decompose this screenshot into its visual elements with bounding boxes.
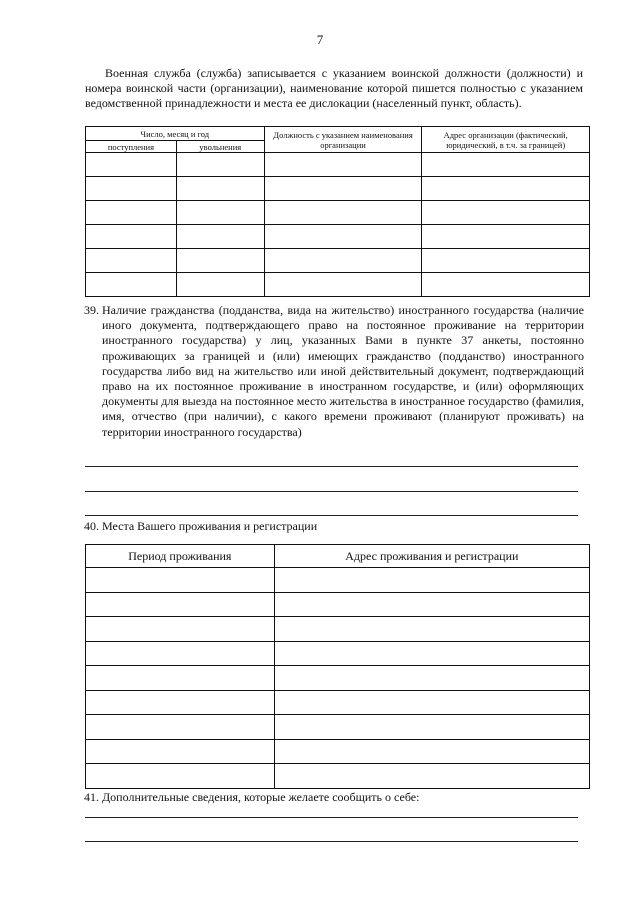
table-row (86, 617, 590, 642)
cell[interactable] (264, 273, 422, 297)
cell[interactable] (264, 177, 422, 201)
cell[interactable] (86, 666, 275, 691)
table-row (86, 249, 590, 273)
cell[interactable] (422, 153, 590, 177)
answer-line[interactable] (85, 817, 578, 818)
employment-table (85, 126, 590, 297)
cell[interactable] (86, 690, 275, 715)
cell[interactable] (86, 592, 275, 617)
table-row (86, 764, 590, 789)
cell[interactable] (86, 201, 177, 225)
cell[interactable] (86, 641, 275, 666)
table-row (86, 568, 590, 593)
military-service-note: Военная служба (служба) записывается с указанием воинской должности (должности) и номера воинской части (организации), наименование которой пишется полностью с указанием ведомственной принадлежности и места ее дислокации (населенный пункт, область). (85, 66, 583, 111)
item-39 (84, 303, 584, 440)
item-40-title: 40. Места Вашего проживания и регистрации (84, 519, 318, 533)
table-row (86, 641, 590, 666)
cell[interactable] (274, 666, 589, 691)
cell[interactable] (86, 225, 177, 249)
table-row (86, 592, 590, 617)
cell[interactable] (86, 617, 275, 642)
cell[interactable] (274, 641, 589, 666)
cell[interactable] (176, 225, 264, 249)
answer-line[interactable] (85, 491, 578, 492)
cell[interactable] (86, 715, 275, 740)
cell[interactable] (422, 225, 590, 249)
cell[interactable] (274, 764, 589, 789)
end-date-header: увольнения (176, 141, 264, 153)
cell[interactable] (176, 153, 264, 177)
cell[interactable] (274, 617, 589, 642)
cell[interactable] (86, 177, 177, 201)
item-41-title: 41. Дополнительные сведения, которые желаете сообщить о себе: (84, 790, 420, 804)
residence-table (85, 544, 590, 789)
answer-line[interactable] (85, 841, 578, 842)
cell[interactable] (422, 249, 590, 273)
cell[interactable] (86, 153, 177, 177)
table-row (86, 201, 590, 225)
cell[interactable] (176, 273, 264, 297)
cell[interactable] (86, 273, 177, 297)
answer-line[interactable] (85, 515, 578, 516)
cell[interactable] (264, 153, 422, 177)
table-row (86, 739, 590, 764)
item-39-text: Наличие гражданства (подданства, вида на жительство) иностранного государства (наличие иного документа, подтверждающего право на постоянное проживание на территории иностранного государства) у лиц, указанных Вами в пункте 37 анкеты, постоянно проживающих за границей и (или) имеющих гражданство (подданство) иностранного государства либо вид на жительство или иной действительный документ, подтверждающий право на их постоянное проживание в иностранном государстве, и (или) оформляющих документы для выезда на постоянное место жительства в иностранное государство (фамилия, имя, отчество (при наличии), с какого времени проживают (планируют проживать) на территории иностранного государства) (102, 303, 584, 439)
cell[interactable] (86, 249, 177, 273)
cell[interactable] (86, 739, 275, 764)
cell[interactable] (274, 739, 589, 764)
table-row (86, 153, 590, 177)
table-row (86, 273, 590, 297)
cell[interactable] (176, 177, 264, 201)
date-header: Число, месяц и год (86, 127, 265, 141)
cell[interactable] (274, 568, 589, 593)
cell[interactable] (274, 715, 589, 740)
cell[interactable] (422, 201, 590, 225)
start-date-header: поступления (86, 141, 177, 153)
table-row (86, 225, 590, 249)
table-row (86, 177, 590, 201)
cell[interactable] (422, 177, 590, 201)
org-address-header: Адрес организации (фактический, юридический, в т.ч. за границей) (422, 127, 590, 153)
table-row (86, 666, 590, 691)
cell[interactable] (264, 249, 422, 273)
cell[interactable] (176, 201, 264, 225)
table-row (86, 690, 590, 715)
cell[interactable] (176, 249, 264, 273)
cell[interactable] (422, 273, 590, 297)
cell[interactable] (274, 690, 589, 715)
residence-address-header: Адрес проживания и регистрации (274, 545, 589, 568)
item-39-number: 39. (84, 303, 99, 317)
table-row (86, 715, 590, 740)
cell[interactable] (274, 592, 589, 617)
answer-line[interactable] (85, 466, 578, 467)
cell[interactable] (264, 225, 422, 249)
cell[interactable] (86, 568, 275, 593)
position-header: Должность с указанием наименования организации (264, 127, 422, 153)
period-header: Период проживания (86, 545, 275, 568)
cell[interactable] (86, 764, 275, 789)
cell[interactable] (264, 201, 422, 225)
page-number: 7 (316, 32, 324, 47)
